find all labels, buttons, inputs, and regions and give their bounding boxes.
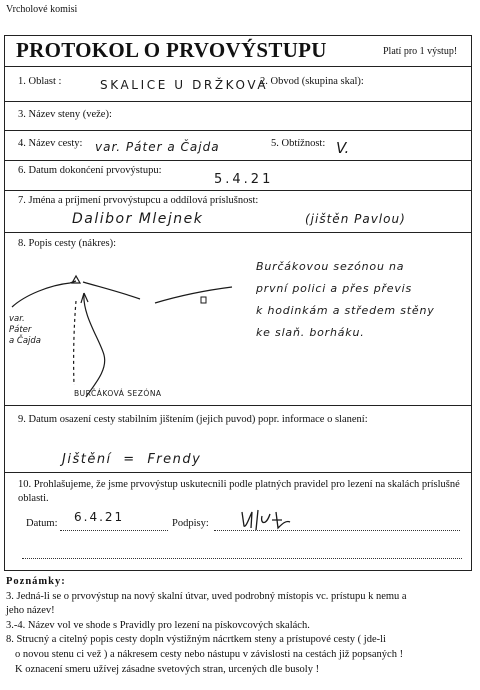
- notes-line: 3. Jedná-li se o prvovýstup na nový skalní útvar, uved podrobný místopis vc. prístupu k nemu a: [6, 590, 407, 602]
- area-value: SKALICE U DRŽKOVA: [100, 78, 269, 92]
- belayer-note: (jištěn Pavlou): [305, 212, 406, 226]
- signature-scribble: [238, 506, 298, 532]
- difficulty-value: V.: [336, 139, 350, 157]
- validity-note: Platí pro 1 výstup!: [383, 46, 458, 57]
- divider: [4, 66, 472, 67]
- belay-info-value: Jištění = Frendy: [62, 452, 202, 467]
- difficulty-label: 5. Obtížnost:: [271, 138, 326, 149]
- route-description-line: ke slaň. borháku.: [256, 326, 365, 339]
- notes-line: K oznacení smeru užívej zásadne svetových stran, urcených dle busoly !: [15, 663, 320, 675]
- notes-line: o novou stenu ci vež ) a nákresem cesty nebo nástupu v závislosti na cestách již popsaných !: [15, 648, 404, 660]
- extra-line: [22, 558, 462, 559]
- signatures-label: Podpisy:: [172, 518, 209, 529]
- wall-label: 3. Název steny (veže):: [18, 109, 112, 120]
- notes-line: 8. Strucný a citelný popis cesty dopln výstižným nácrtkem steny a prístupové cesty ( jde-li: [6, 634, 386, 646]
- divider: [4, 472, 472, 473]
- sketch-route-label-line: a Čajda: [9, 336, 42, 346]
- route-name-value: var. Páter a Čajda: [95, 140, 220, 154]
- sketch-route-label-line: var.: [9, 314, 25, 324]
- declaration-text: 10. Prohlašujeme, že jsme prvovýstup uskutecnili podle platných pravidel pro lezení na skalách príslušné oblasti.: [18, 479, 460, 504]
- notes-line: jeho název!: [6, 605, 55, 617]
- description-label: 8. Popis cesty (nákres):: [18, 238, 116, 249]
- committee-label: Vrcholové komisi: [6, 4, 78, 15]
- completion-date-value: 5.4.21: [214, 172, 274, 187]
- divider: [4, 405, 472, 406]
- divider: [4, 160, 472, 161]
- date-label: Datum:: [26, 518, 58, 529]
- area-label: 1. Oblast :: [18, 76, 62, 87]
- divider: [4, 130, 472, 131]
- belay-info-label: 9. Datum osazení cesty stabilním jištením (jejich puvod) popr. informace o slanení:: [18, 414, 368, 425]
- route-description: [256, 256, 435, 344]
- route-name-label: 4. Název cesty:: [18, 138, 83, 149]
- form-title: PROTOKOL O PRVOVÝSTUPU: [16, 38, 327, 62]
- district-label: 2. Obvod (skupina skal):: [260, 76, 364, 87]
- climber-name: Dalibor Mlejnek: [72, 211, 204, 227]
- divider: [4, 101, 472, 102]
- date-value: 6.4.21: [74, 510, 125, 524]
- divider: [4, 232, 472, 233]
- sketch-neighbor-route-label: BURČÁKOVÁ SEZÓNA: [74, 389, 162, 398]
- climbers-label: 7. Jména a príjmení prvovýstupcu a oddílová príslušnost:: [18, 195, 259, 206]
- sketch-route-label-line: Páter: [9, 325, 32, 335]
- date-line: [60, 530, 168, 531]
- sketch-route-label: [9, 314, 41, 347]
- notes-section: [6, 575, 476, 677]
- route-description-line: Burčákovou sezónou na: [256, 260, 405, 273]
- route-description-line: první polici a přes převis: [256, 282, 413, 295]
- notes-heading: Poznámky:: [6, 576, 66, 587]
- completion-date-label: 6. Datum dokonćení prvovýstupu:: [18, 165, 162, 176]
- divider: [4, 190, 472, 191]
- route-description-line: k hodinkám a středem stěny: [256, 304, 435, 317]
- notes-line: 3.-4. Název vol ve shode s Pravidly pro lezení na pískovcových skalách.: [6, 619, 310, 631]
